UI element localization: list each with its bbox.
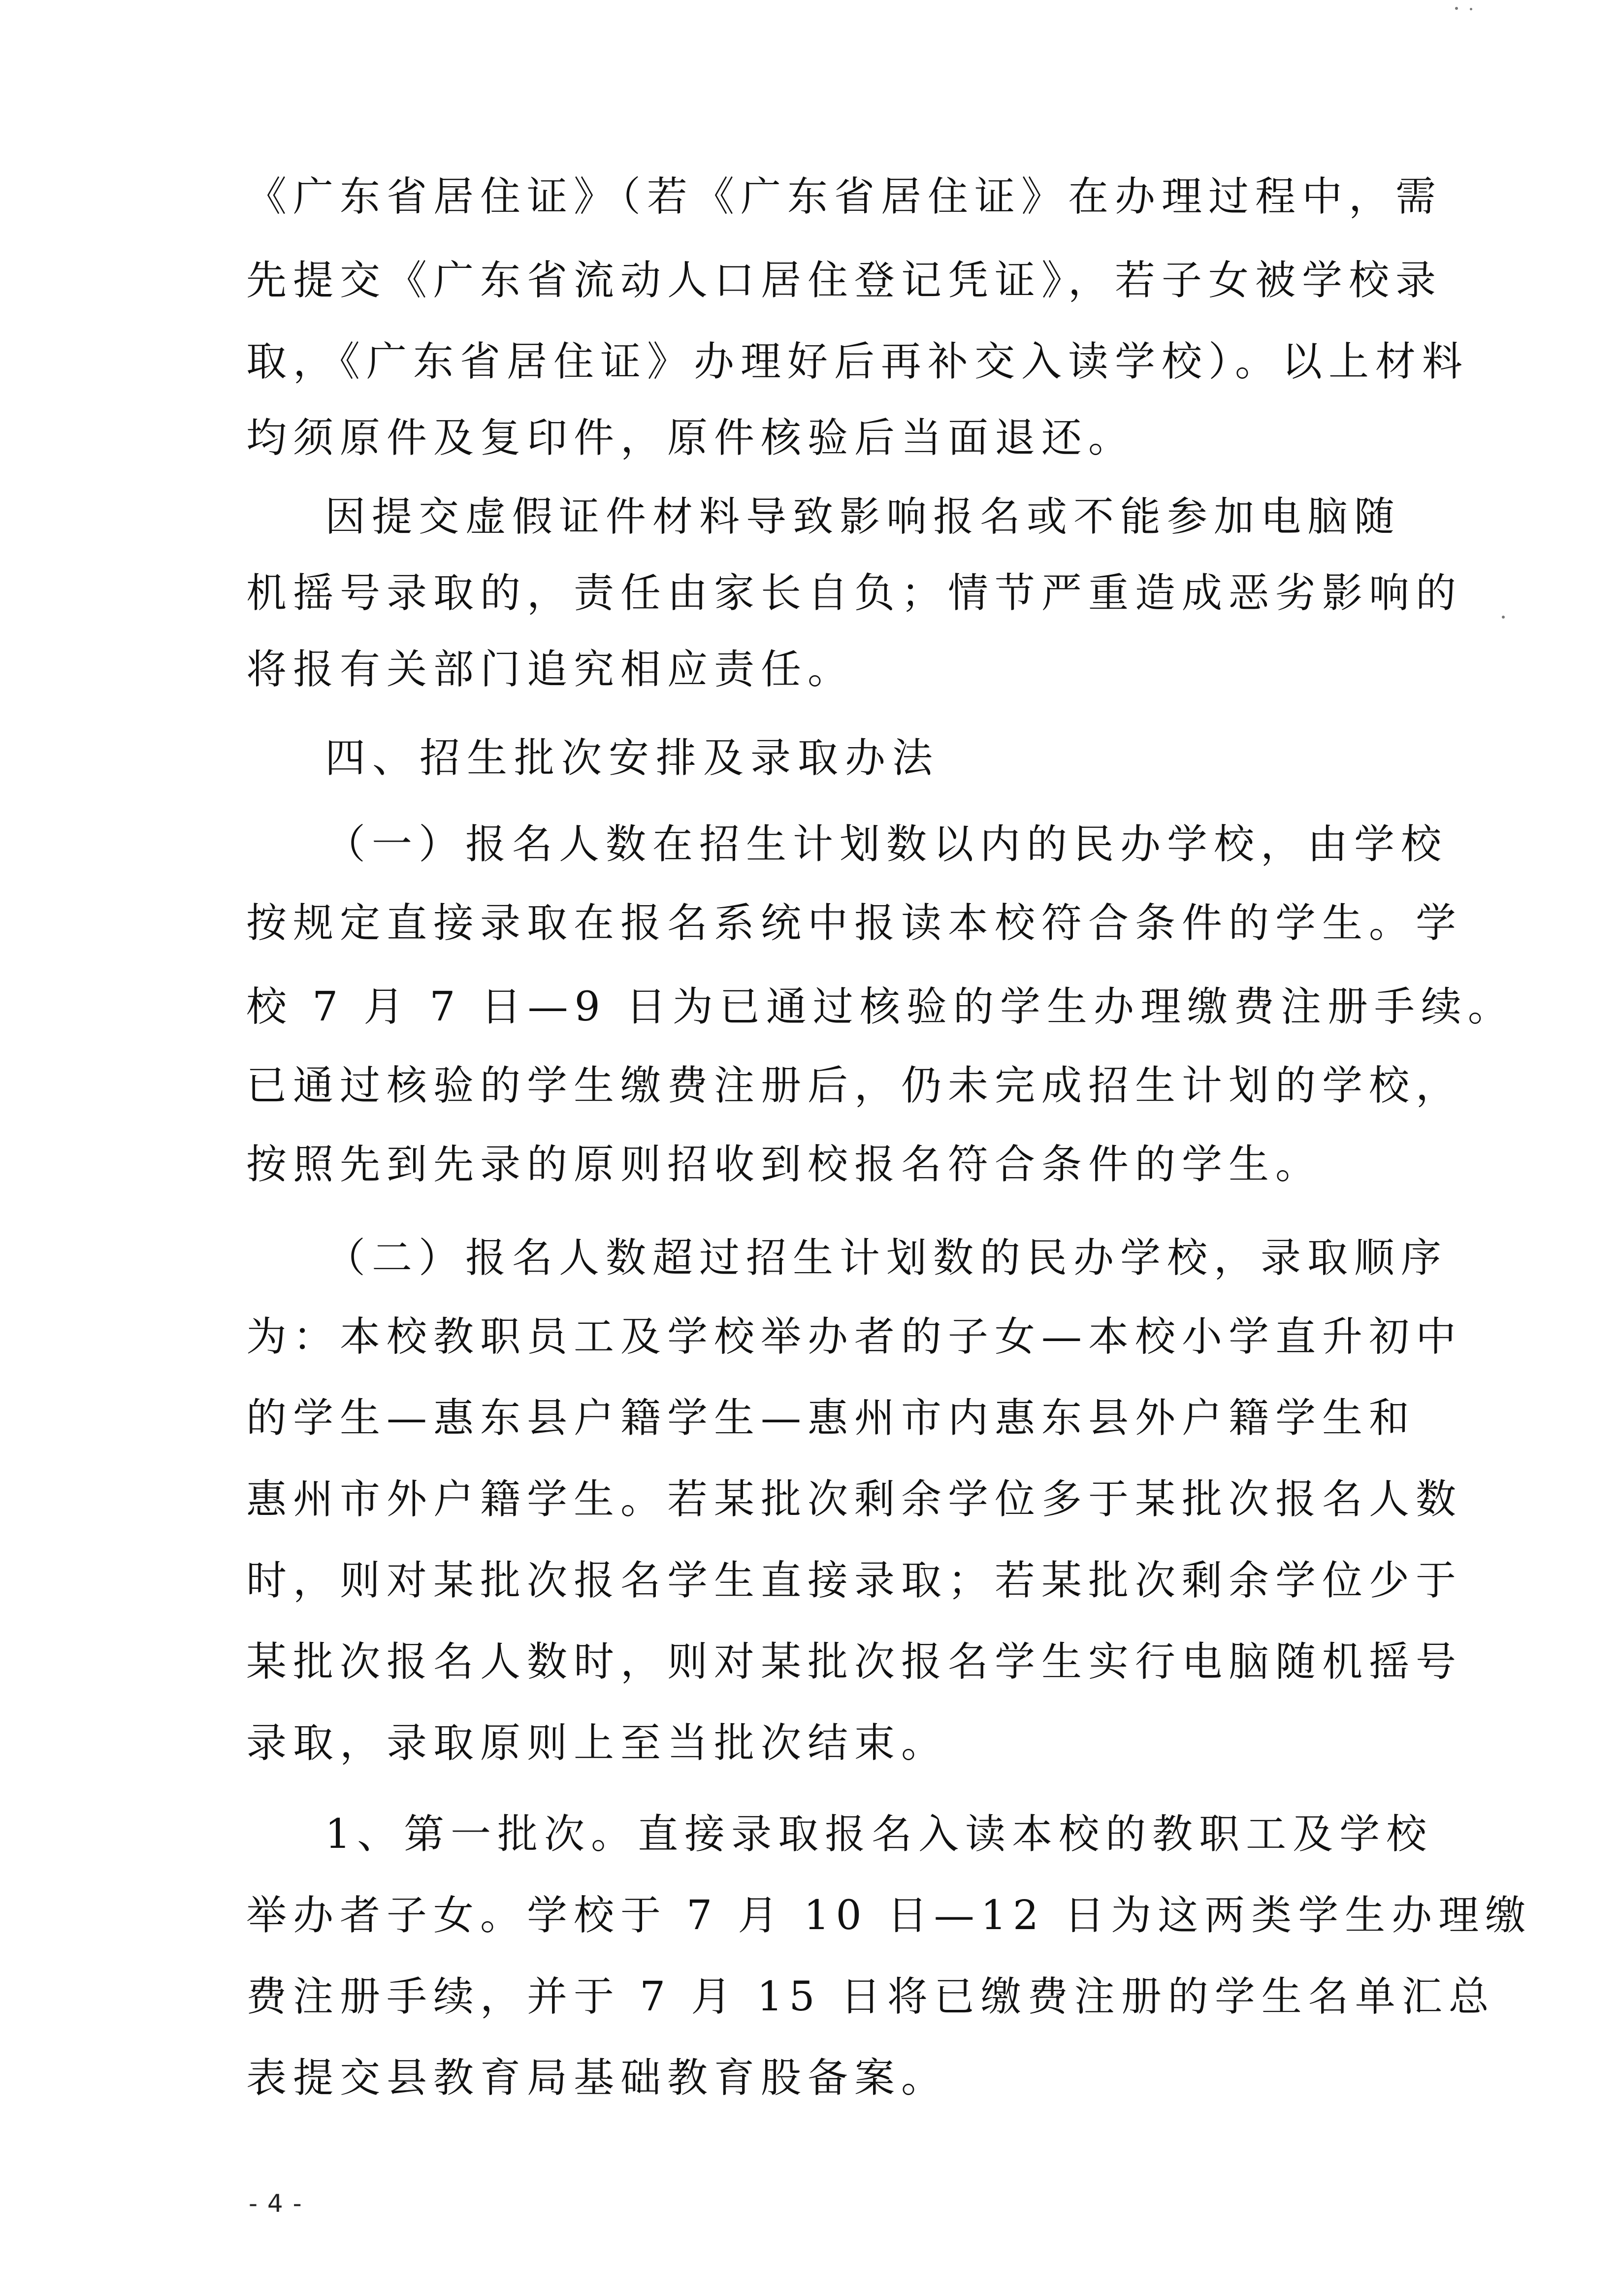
page-number: - 4 - [249,2189,303,2218]
text-line: 取，《广东省居住证》办理好后再补交入读学校）。以上材料 [246,338,1469,385]
paragraph-first-line: （一）报名人数在招生计划数以内的民办学校，由学校 [325,821,1448,868]
section-heading: 四、招生批次安排及录取办法 [325,735,940,782]
text-line: 某批次报名人数时，则对某批次报名学生实行电脑随机摇号 [246,1639,1463,1685]
text-line: 举办者子女。学校于 7 月 10 日—12 日为这两类学生办理缴 [246,1892,1532,1939]
text-line: 机摇号录取的，责任由家长自负；情节严重造成恶劣影响的 [246,570,1463,617]
text-line: 的学生—惠东县户籍学生—惠州市内惠东县外户籍学生和 [246,1395,1416,1442]
text-line: 惠州市外户籍学生。若某批次剩余学位多于某批次报名人数 [246,1476,1463,1523]
text-line: 为：本校教职员工及学校举办者的子女—本校小学直升初中 [246,1313,1463,1360]
scan-speck [1455,7,1458,10]
scan-speck [1502,616,1505,619]
text-line: 按照先到先录的原则招收到校报名符合条件的学生。 [246,1141,1323,1188]
text-line: 已通过核验的学生缴费注册后，仍未完成招生计划的学校， [246,1062,1463,1109]
scan-speck [1470,8,1472,10]
paragraph-first-line: 因提交虚假证件材料导致影响报名或不能参加电脑随 [325,493,1401,540]
text-line: 《广东省居住证》（若《广东省居住证》在办理过程中，需 [246,173,1443,220]
text-line: 时，则对某批次报名学生直接录取；若某批次剩余学位少于 [246,1557,1463,1604]
text-line: 将报有关部门追究相应责任。 [246,646,855,693]
text-line: 按规定直接录取在报名系统中报读本校符合条件的学生。学 [246,900,1463,947]
paragraph-first-line: 1、第一批次。直接录取报名入读本校的教职工及学校 [325,1811,1433,1858]
text-line: 先提交《广东省流动人口居住登记凭证》，若子女被学校录 [246,257,1443,304]
text-line: 校 7 月 7 日—9 日为已通过核验的学生办理缴费注册手续。 [246,984,1515,1030]
paragraph-first-line: （二）报名人数超过招生计划数的民办学校，录取顺序 [325,1235,1448,1281]
text-line: 均须原件及复印件，原件核验后当面退还。 [246,415,1135,461]
text-line: 录取，录取原则上至当批次结束。 [246,1720,948,1767]
text-line: 表提交县教育局基础教育股备案。 [246,2055,948,2101]
text-line: 费注册手续，并于 7 月 15 日将已缴费注册的学生名单汇总 [246,1973,1495,2020]
